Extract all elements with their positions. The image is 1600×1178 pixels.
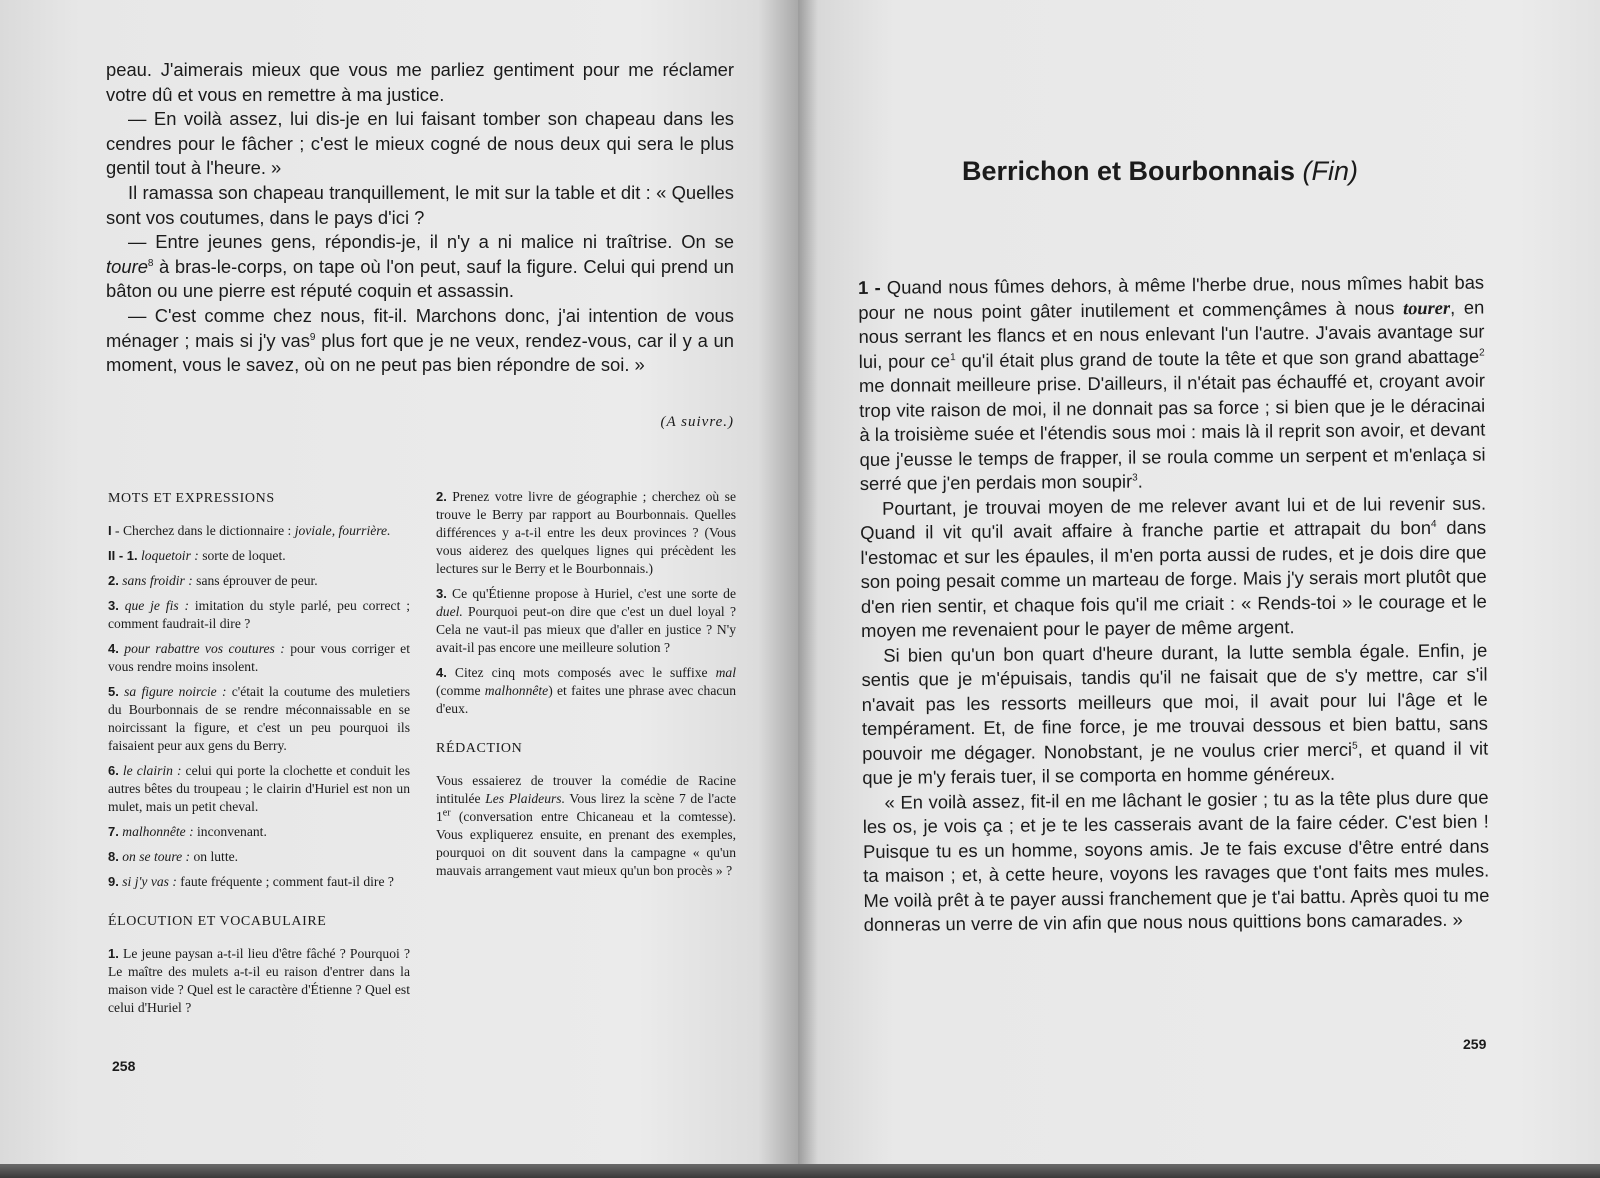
exercise-text: - Cherchez dans le dictionnaire : bbox=[111, 523, 295, 538]
exercise-text: Vous lirez la scène 7 de l'acte 1 bbox=[436, 791, 736, 824]
exercise-text: Le jeune paysan a-t-il lieu d'être fâché ? Pourquoi ? Le maître des mulets a-t-il eu raison d'entrer dans la maison vide ? Quel est le caractère d'Étienne ? Quel est celui d'Huriel ? bbox=[108, 946, 410, 1015]
prose-paragraph: — En voilà assez, lui dis-je en lui faisant tomber son chapeau dans les cendres pour le fâcher ; c'est le mieux cogné de nous deux qui sera le plus gentil tout à l'heure. » bbox=[106, 108, 734, 179]
section-heading: ÉLOCUTION ET VOCABULAIRE bbox=[108, 914, 327, 929]
exercise-term: loquetoir : bbox=[141, 548, 199, 563]
exercise-item bbox=[108, 683, 410, 755]
left-page bbox=[0, 0, 798, 1170]
exercise-number: 3. bbox=[108, 598, 119, 613]
exercise-text: imitation du style parlé, peu correct ; comment faudrait-il dire ? bbox=[108, 598, 410, 631]
exercise-text: Vous essaierez de trouver la comédie de Racine intitulée bbox=[436, 773, 736, 806]
prose-text: me donnait meilleure prise. D'ailleurs, il n'était pas échauffé et, croyant avoir trop vite raison de moi, il ne donnait pas sa force ; si bien que je le déracinai à la troisième suée et l'étendis sous moi : mais là il reprit son avoir, et devant que j'eusse le temps de frapper, il se roula comme un serpent et m'enlaça si serré que j'en perdais mon soupir bbox=[858, 369, 1486, 494]
exercise-number: 4. bbox=[108, 641, 119, 656]
left-prose bbox=[106, 58, 734, 378]
exercise-term: on se toure : bbox=[122, 849, 191, 864]
exercise-number: 2. bbox=[108, 573, 119, 588]
exercise-term: si j'y vas : bbox=[122, 874, 177, 889]
exercise-item bbox=[108, 522, 410, 540]
exercise-term: malhonnête bbox=[484, 683, 549, 698]
prose-text: qu'il était plus grand de toute la tête et que son grand abattage bbox=[955, 345, 1480, 371]
exercise-item bbox=[436, 488, 736, 578]
note-ref: 9 bbox=[309, 331, 316, 343]
prose-text: à bras-le-corps, on tape où l'on peut, sauf la figure. Celui qui prend un bâton ou une pierre est réputé coquin et assassin. bbox=[106, 255, 734, 302]
prose-term: tourer bbox=[1402, 297, 1451, 318]
exercise-term: sa figure noircie : bbox=[124, 684, 227, 699]
exercise-term: pour rabattre vos coutures : bbox=[124, 641, 285, 656]
exercise-number: 5. bbox=[108, 684, 119, 699]
prose-text: — C'est comme chez nous, fit-il. Marchons donc, j'ai intention de vous ménager ; mais si j'y vas bbox=[106, 304, 734, 351]
superscript: er bbox=[442, 807, 451, 819]
right-page bbox=[798, 0, 1600, 1166]
chapter-title-suffix: (Fin) bbox=[1302, 156, 1359, 186]
exercise-item bbox=[436, 664, 736, 718]
note-ref: 4 bbox=[1430, 518, 1437, 530]
exercise-text: Ce qu'Étienne propose à Huriel, c'est une sorte de bbox=[446, 586, 736, 601]
exercise-number: 1. bbox=[108, 946, 119, 961]
exercise-term: que je fis : bbox=[124, 598, 190, 613]
prose-paragraph: peau. J'aimerais mieux que vous me parliez gentiment pour me réclamer votre dû et vous en remettre à ma justice. bbox=[106, 59, 734, 105]
exercise-text: celui qui porte la clochette et conduit les autres bêtes du troupeau ; le clairin d'Huriel est non un mulet, mais un petit cheval. bbox=[108, 763, 410, 814]
prose-text: — Entre jeunes gens, répondis-je, il n'y a ni malice ni traîtrise. On se bbox=[128, 231, 734, 253]
exercise-text: inconvenant. bbox=[193, 824, 267, 839]
exercise-item bbox=[108, 823, 410, 841]
prose-paragraph bbox=[106, 230, 734, 304]
exercise-item bbox=[436, 585, 736, 657]
prose-term: toure bbox=[106, 255, 148, 277]
exercise-number: 7. bbox=[108, 824, 119, 839]
book-bottom-edge bbox=[0, 1164, 1600, 1178]
exercise-number: 2. bbox=[436, 489, 447, 504]
section-heading: RÉDACTION bbox=[436, 741, 523, 756]
exercise-text: c'était la coutume des muletiers du Bourbonnais de se rendre méconnaissable en se noircissant la figure, et c'est un peu pourquoi ils faisaient peur aux gens du Berry. bbox=[108, 684, 410, 753]
to-be-continued: (A suivre.) bbox=[660, 414, 734, 430]
exercise-item bbox=[108, 945, 410, 1017]
work-title: Les Plaideurs. bbox=[485, 791, 565, 806]
prose-text: Pourtant, je trouvai moyen de me relever avant lui et de lui revenir sus. Quand il vit qu'il avait affaire à franche partie et attrapait du bon bbox=[860, 492, 1487, 543]
chapter-title-text: Berrichon et Bourbonnais bbox=[962, 156, 1296, 186]
note-ref: 1 bbox=[949, 351, 956, 363]
exercise-number: I bbox=[108, 523, 112, 538]
prose-text: Quand nous fûmes dehors, à même l'herbe drue, nous mîmes habit bas pour ne nous point gâter inutilement et commençâmes à nous bbox=[858, 271, 1485, 323]
prose-text: Si bien qu'un bon quart d'heure durant, la lutte sembla égale. Enfin, je sentis que je m'épuisais, tandis qu'il ne faisait que de s'y mettre, car s'il n'avait pas les ressorts meilleurs que moi, il avait pour lui l'âge et le tempérament. Et, de fine force, je me trouvai dessous et bien battu, sans pouvoir me dégager. Nonobstant, je ne voulus crier merci bbox=[861, 639, 1489, 764]
exercise-term: duel. bbox=[436, 604, 463, 619]
prose-paragraph: Il ramassa son chapeau tranquillement, le mit sur la table et dit : « Quelles sont vos coutumes, dans le pays d'ici ? bbox=[106, 181, 734, 228]
chapter-title bbox=[962, 156, 1358, 187]
exercise-term: joviale, fourrière. bbox=[294, 523, 391, 538]
page-number: 259 bbox=[1463, 1036, 1487, 1052]
prose-text: dans l'estomac et sur les épaules, il m'en porta aussi de rudes, et je dois dire que son poing pesait comme un marteau de forge. Mais j'y serais mort plutôt que d'en rien sentir, et chaque fois qu'il me criait : « Rends-toi » le courage et le moyen me revenaient pour le payer de même argent. bbox=[860, 516, 1487, 641]
exercise-text: on lutte. bbox=[190, 849, 239, 864]
exercise-number: 9. bbox=[108, 874, 119, 889]
exercise-number: 3. bbox=[436, 586, 447, 601]
prose-paragraph bbox=[858, 271, 1486, 497]
exercise-text: sans éprouver de peur. bbox=[192, 573, 318, 588]
exercise-number: 8. bbox=[108, 849, 119, 864]
exercise-text: sorte de loquet. bbox=[198, 548, 286, 563]
exercise-item bbox=[108, 640, 410, 676]
exercise-number: II - 1. bbox=[108, 548, 138, 563]
section-heading: MOTS ET EXPRESSIONS bbox=[108, 491, 275, 506]
right-prose bbox=[858, 271, 1490, 938]
exercise-number: 6. bbox=[108, 763, 119, 778]
exercise-number: 4. bbox=[436, 665, 447, 680]
exercise-term: sans froidir : bbox=[122, 573, 193, 588]
page-number: 258 bbox=[112, 1058, 136, 1074]
exercise-item bbox=[436, 772, 736, 880]
exercise-text: (comme bbox=[436, 683, 485, 698]
exercise-item bbox=[108, 597, 410, 633]
exercise-term: mal bbox=[715, 665, 736, 680]
prose-paragraph bbox=[861, 638, 1488, 790]
exercise-text: Citez cinq mots composés avec le suffixe bbox=[446, 665, 716, 680]
prose-text: , et quand il vit que je m'y ferais tuer, il se comporta en homme généreux. bbox=[862, 737, 1489, 788]
exercises-column-2 bbox=[436, 488, 736, 887]
exercise-item bbox=[108, 848, 410, 866]
prose-text: plus fort que je ne veux, rendez-vous, car il y a un moment, vous le savez, où on ne peut pas bien répondre de soi. » bbox=[106, 329, 734, 376]
exercise-term: le clairin : bbox=[122, 763, 182, 778]
paragraph-number: 1 - bbox=[858, 276, 887, 298]
prose-paragraph bbox=[106, 304, 734, 378]
exercise-item bbox=[108, 547, 410, 565]
exercise-text: pour vous corriger et vous rendre moins insolent. bbox=[108, 641, 410, 674]
exercise-text: Pourquoi peut-on dire que c'est un duel loyal ? Cela ne vaut-il pas mieux que d'aller en justice ? N'y avait-il pas encore une meilleure solution ? bbox=[436, 604, 736, 655]
prose-paragraph: « En voilà assez, fit-il en me lâchant le gosier ; tu as la tête plus dure que les os, je vois ça ; et je te les casserais avant de la faire céder. C'est bien ! Puisque tu es un homme, soyons amis. Je te fais excuse d'être entré dans ta maison ; et, à cette heure, voyons les ravages que t'ont faits mes mules. Me voilà prêt à te payer aussi franchement que je t'ai battu. Après quoi tu me donneras un verre de vin afin que nous nous quittions bons camarades. » bbox=[862, 786, 1490, 935]
exercise-text: (conversation entre Chicaneau et la comtesse). Vous expliquerez ensuite, en prenant des exemples, pourquoi on dit souvent dans la campagne « qu'un mauvais arrangement vaut mieux qu'un bon procès » ? bbox=[436, 809, 736, 878]
note-ref: 2 bbox=[1479, 346, 1485, 358]
note-ref: 3 bbox=[1132, 472, 1138, 484]
exercise-item bbox=[108, 572, 410, 590]
note-ref: 5 bbox=[1352, 740, 1358, 752]
exercises-column-1 bbox=[108, 490, 410, 1024]
prose-paragraph bbox=[860, 491, 1487, 643]
prose-text: , en nous serrant les flancs et en nous enlevant l'un l'autre. J'avais avantage sur lui, pour ce bbox=[858, 296, 1485, 372]
exercise-item bbox=[108, 762, 410, 816]
exercise-text: Prenez votre livre de géographie ; cherchez où se trouve le Berry par rapport au Bourbonnais. Quelles différences y a-t-il entre les deux provinces ? (Vous vous aiderez des quelques lignes qui précèdent les lectures sur le Berry et le Bourbonnais.) bbox=[436, 489, 736, 576]
exercise-term: malhonnête : bbox=[122, 824, 194, 839]
note-ref: 8 bbox=[147, 257, 154, 269]
exercise-item bbox=[108, 873, 410, 891]
exercise-text: ) et faites une phrase avec chacun d'eux. bbox=[436, 683, 736, 716]
prose-text: . bbox=[1137, 470, 1143, 492]
exercise-text: faute fréquente ; comment faut-il dire ? bbox=[176, 874, 394, 889]
